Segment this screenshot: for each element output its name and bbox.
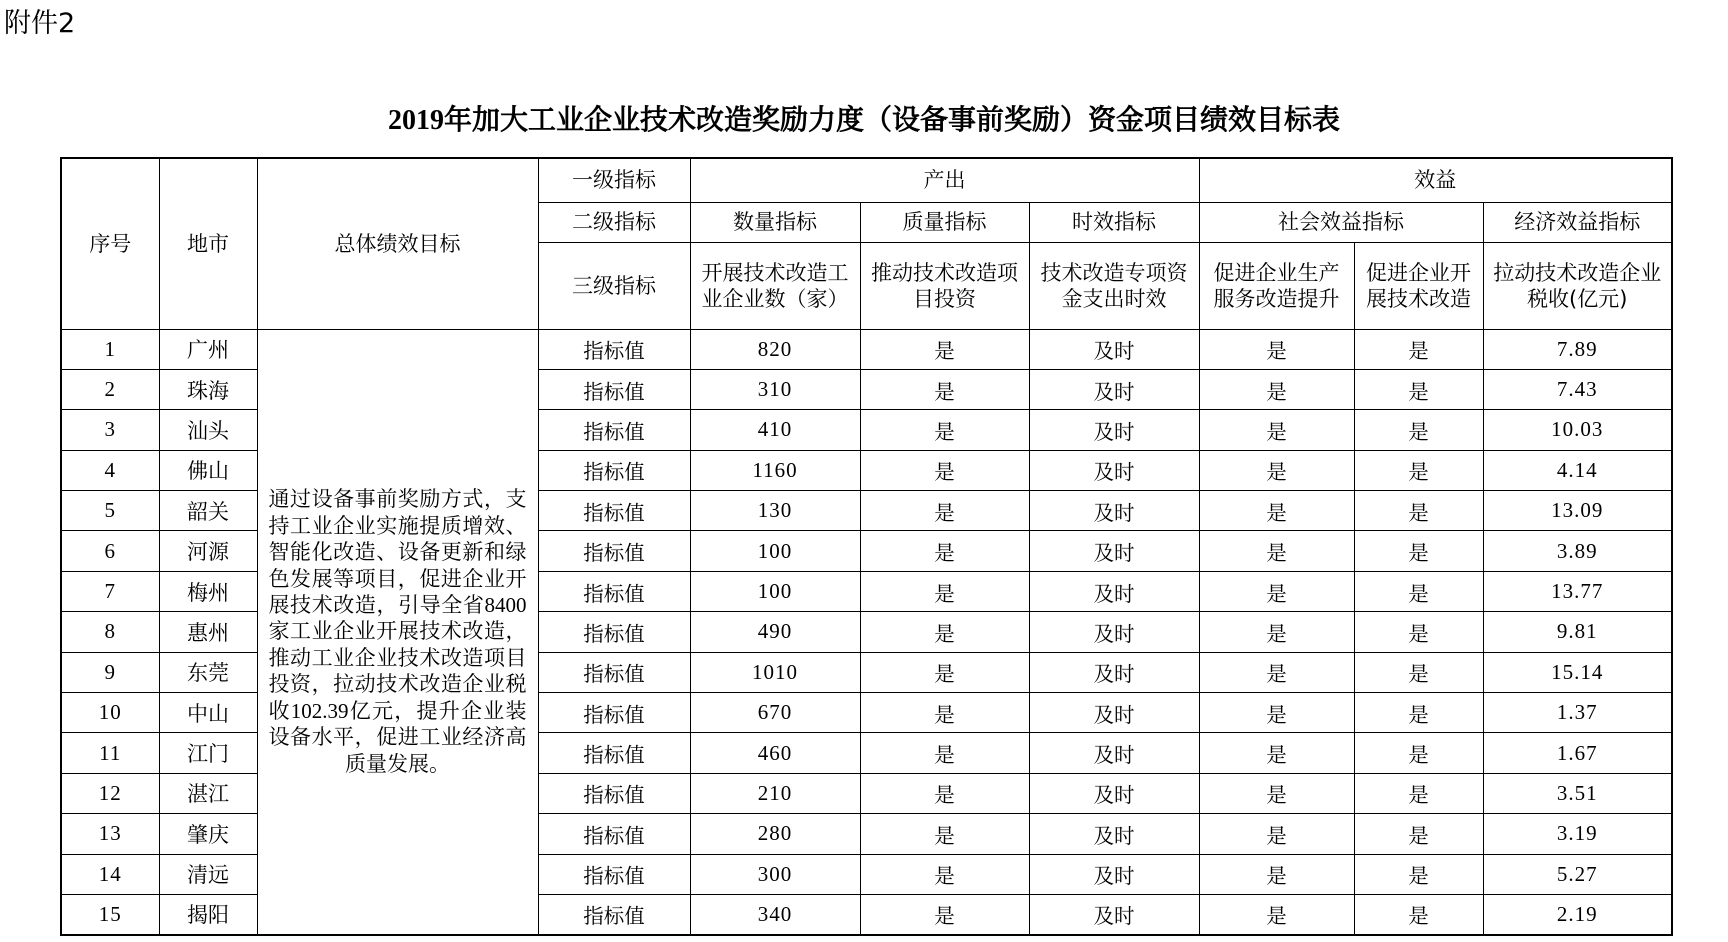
city-name: 中山 [159,693,257,733]
tech-upgrade-value: 是 [1354,733,1483,773]
funds-timeliness-value: 及时 [1029,854,1199,894]
header-level2-indicator: 二级指标 [538,202,690,242]
service-upgrade-value: 是 [1199,612,1354,652]
enterprises-count: 100 [690,531,860,571]
investment-value: 是 [860,450,1029,490]
header-quality-indicator: 质量指标 [860,202,1029,242]
enterprises-count: 300 [690,854,860,894]
header-output: 产出 [690,158,1199,202]
investment-value: 是 [860,491,1029,531]
indicator-value-label: 指标值 [538,652,690,692]
tax-revenue-value: 13.09 [1483,491,1672,531]
header-overall-goal: 总体绩效目标 [257,158,538,329]
header-metric-tech [1354,242,1483,329]
header-level3-indicator: 三级指标 [538,242,690,329]
enterprises-count: 280 [690,814,860,854]
indicator-value-label: 指标值 [538,773,690,813]
city-name: 汕头 [159,410,257,450]
service-upgrade-value: 是 [1199,369,1354,409]
investment-value: 是 [860,652,1029,692]
overall-goal-cell [257,329,538,935]
city-name: 清远 [159,854,257,894]
tech-upgrade-value: 是 [1354,773,1483,813]
city-name: 湛江 [159,773,257,813]
indicator-value-label: 指标值 [538,693,690,733]
investment-value: 是 [860,410,1029,450]
header-seq: 序号 [61,158,159,329]
funds-timeliness-value: 及时 [1029,612,1199,652]
header-metric-enterprises-label: 开展技术改造工业企业数（家） [701,260,849,311]
overall-goal-line: 智能化改造、设备更新和绿 [268,540,527,565]
funds-timeliness-value: 及时 [1029,733,1199,773]
tech-upgrade-value: 是 [1354,450,1483,490]
funds-timeliness-value: 及时 [1029,450,1199,490]
funds-timeliness-value: 及时 [1029,369,1199,409]
enterprises-count: 310 [690,369,860,409]
indicator-value-label: 指标值 [538,329,690,369]
row-number: 11 [61,733,159,773]
city-name: 河源 [159,531,257,571]
tax-revenue-value: 10.03 [1483,410,1672,450]
overall-goal-line: 通过设备事前奖励方式，支 [268,487,527,512]
tax-revenue-value: 13.77 [1483,571,1672,611]
city-name: 广州 [159,329,257,369]
header-metric-tax [1483,242,1672,329]
tech-upgrade-value: 是 [1354,612,1483,652]
investment-value: 是 [860,531,1029,571]
investment-value: 是 [860,894,1029,934]
tax-revenue-value: 9.81 [1483,612,1672,652]
funds-timeliness-value: 及时 [1029,693,1199,733]
row-number: 13 [61,814,159,854]
city-name: 揭阳 [159,894,257,934]
row-number: 10 [61,693,159,733]
enterprises-count: 1160 [690,450,860,490]
city-name: 珠海 [159,369,257,409]
tax-revenue-value: 7.89 [1483,329,1672,369]
row-number: 7 [61,571,159,611]
tax-revenue-value: 7.43 [1483,369,1672,409]
enterprises-count: 670 [690,693,860,733]
investment-value: 是 [860,369,1029,409]
tech-upgrade-value: 是 [1354,531,1483,571]
service-upgrade-value: 是 [1199,814,1354,854]
enterprises-count: 410 [690,410,860,450]
enterprises-count: 820 [690,329,860,369]
enterprises-count: 100 [690,571,860,611]
service-upgrade-value: 是 [1199,410,1354,450]
overall-goal-line: 推动工业企业技术改造项目 [268,645,527,670]
funds-timeliness-value: 及时 [1029,410,1199,450]
tech-upgrade-value: 是 [1354,854,1483,894]
indicator-value-label: 指标值 [538,369,690,409]
tax-revenue-value: 3.89 [1483,531,1672,571]
investment-value: 是 [860,612,1029,652]
row-number: 12 [61,773,159,813]
header-metric-investment-label: 推动技术改造项目投资 [870,260,1018,311]
service-upgrade-value: 是 [1199,773,1354,813]
row-number: 5 [61,491,159,531]
header-metric-service [1199,242,1354,329]
enterprises-count: 490 [690,612,860,652]
header-social-benefit-indicator: 社会效益指标 [1199,202,1483,242]
service-upgrade-value: 是 [1199,571,1354,611]
city-name: 梅州 [159,571,257,611]
funds-timeliness-value: 及时 [1029,652,1199,692]
row-number: 2 [61,369,159,409]
row-number: 1 [61,329,159,369]
investment-value: 是 [860,773,1029,813]
header-economic-benefit-indicator: 经济效益指标 [1483,202,1672,242]
service-upgrade-value: 是 [1199,450,1354,490]
funds-timeliness-value: 及时 [1029,531,1199,571]
tax-revenue-value: 5.27 [1483,854,1672,894]
row-number: 14 [61,854,159,894]
row-number: 6 [61,531,159,571]
service-upgrade-value: 是 [1199,733,1354,773]
header-quantity-indicator: 数量指标 [690,202,860,242]
service-upgrade-value: 是 [1199,329,1354,369]
header-metric-enterprises [690,242,860,329]
indicator-value-label: 指标值 [538,814,690,854]
tech-upgrade-value: 是 [1354,693,1483,733]
city-name: 韶关 [159,491,257,531]
tax-revenue-value: 15.14 [1483,652,1672,692]
row-number: 15 [61,894,159,934]
row-number: 8 [61,612,159,652]
header-metric-service-label: 促进企业生产服务改造提升 [1213,260,1340,311]
header-level1-indicator: 一级指标 [538,158,690,202]
overall-goal-line: 收102.39亿元，提升企业装 [268,698,527,723]
service-upgrade-value: 是 [1199,854,1354,894]
tech-upgrade-value: 是 [1354,652,1483,692]
enterprises-count: 130 [690,491,860,531]
tech-upgrade-value: 是 [1354,329,1483,369]
document-title: 2019年加大工业企业技术改造奖励力度（设备事前奖励）资金项目绩效目标表 [387,105,1340,136]
tax-revenue-value: 1.67 [1483,733,1672,773]
enterprises-count: 1010 [690,652,860,692]
indicator-value-label: 指标值 [538,450,690,490]
tech-upgrade-value: 是 [1354,894,1483,934]
funds-timeliness-value: 及时 [1029,329,1199,369]
row-number: 4 [61,450,159,490]
tech-upgrade-value: 是 [1354,410,1483,450]
city-name: 佛山 [159,450,257,490]
service-upgrade-value: 是 [1199,531,1354,571]
header-metric-tax-label: 拉动技术改造企业税收(亿元) [1493,260,1662,311]
tax-revenue-value: 2.19 [1483,894,1672,934]
performance-target-table [60,157,1673,936]
indicator-value-label: 指标值 [538,410,690,450]
overall-goal-text [269,486,527,776]
overall-goal-line: 投资，拉动技术改造企业税 [268,672,527,697]
header-row-level1 [61,158,1672,202]
header-metric-tech-label: 促进企业开展技术改造 [1366,260,1471,311]
investment-value: 是 [860,814,1029,854]
investment-value: 是 [860,329,1029,369]
overall-goal-line: 色发展等项目，促进企业开 [268,566,527,591]
table-row [61,329,1672,369]
overall-goal-line: 家工业企业开展技术改造， [268,619,527,644]
tax-revenue-value: 3.51 [1483,773,1672,813]
header-metric-funds-label: 技术改造专项资金支出时效 [1040,260,1188,311]
tax-revenue-value: 4.14 [1483,450,1672,490]
investment-value: 是 [860,733,1029,773]
header-benefit: 效益 [1199,158,1672,202]
table-body [61,329,1672,935]
indicator-value-label: 指标值 [538,854,690,894]
investment-value: 是 [860,854,1029,894]
service-upgrade-value: 是 [1199,652,1354,692]
service-upgrade-value: 是 [1199,491,1354,531]
city-name: 东莞 [159,652,257,692]
overall-goal-line: 设备水平，促进工业经济高 [268,725,527,750]
overall-goal-line: 持工业企业实施提质增效、 [268,513,527,538]
tech-upgrade-value: 是 [1354,814,1483,854]
service-upgrade-value: 是 [1199,693,1354,733]
enterprises-count: 210 [690,773,860,813]
investment-value: 是 [860,571,1029,611]
row-number: 3 [61,410,159,450]
investment-value: 是 [860,693,1029,733]
attachment-label: 附件2 [4,8,76,39]
tech-upgrade-value: 是 [1354,571,1483,611]
tax-revenue-value: 1.37 [1483,693,1672,733]
funds-timeliness-value: 及时 [1029,571,1199,611]
tech-upgrade-value: 是 [1354,369,1483,409]
tax-revenue-value: 3.19 [1483,814,1672,854]
header-city: 地市 [159,158,257,329]
header-timeliness-indicator: 时效指标 [1029,202,1199,242]
tech-upgrade-value: 是 [1354,491,1483,531]
enterprises-count: 340 [690,894,860,934]
service-upgrade-value: 是 [1199,894,1354,934]
indicator-value-label: 指标值 [538,531,690,571]
indicator-value-label: 指标值 [538,894,690,934]
funds-timeliness-value: 及时 [1029,491,1199,531]
indicator-value-label: 指标值 [538,733,690,773]
indicator-value-label: 指标值 [538,491,690,531]
city-name: 肇庆 [159,814,257,854]
row-number: 9 [61,652,159,692]
indicator-value-label: 指标值 [538,612,690,652]
indicator-value-label: 指标值 [538,571,690,611]
header-metric-investment [860,242,1029,329]
city-name: 惠州 [159,612,257,652]
funds-timeliness-value: 及时 [1029,773,1199,813]
funds-timeliness-value: 及时 [1029,814,1199,854]
city-name: 江门 [159,733,257,773]
enterprises-count: 460 [690,733,860,773]
funds-timeliness-value: 及时 [1029,894,1199,934]
header-metric-funds [1029,242,1199,329]
overall-goal-line: 展技术改造，引导全省8400 [268,593,527,618]
overall-goal-line: 质量发展。 [345,751,450,776]
